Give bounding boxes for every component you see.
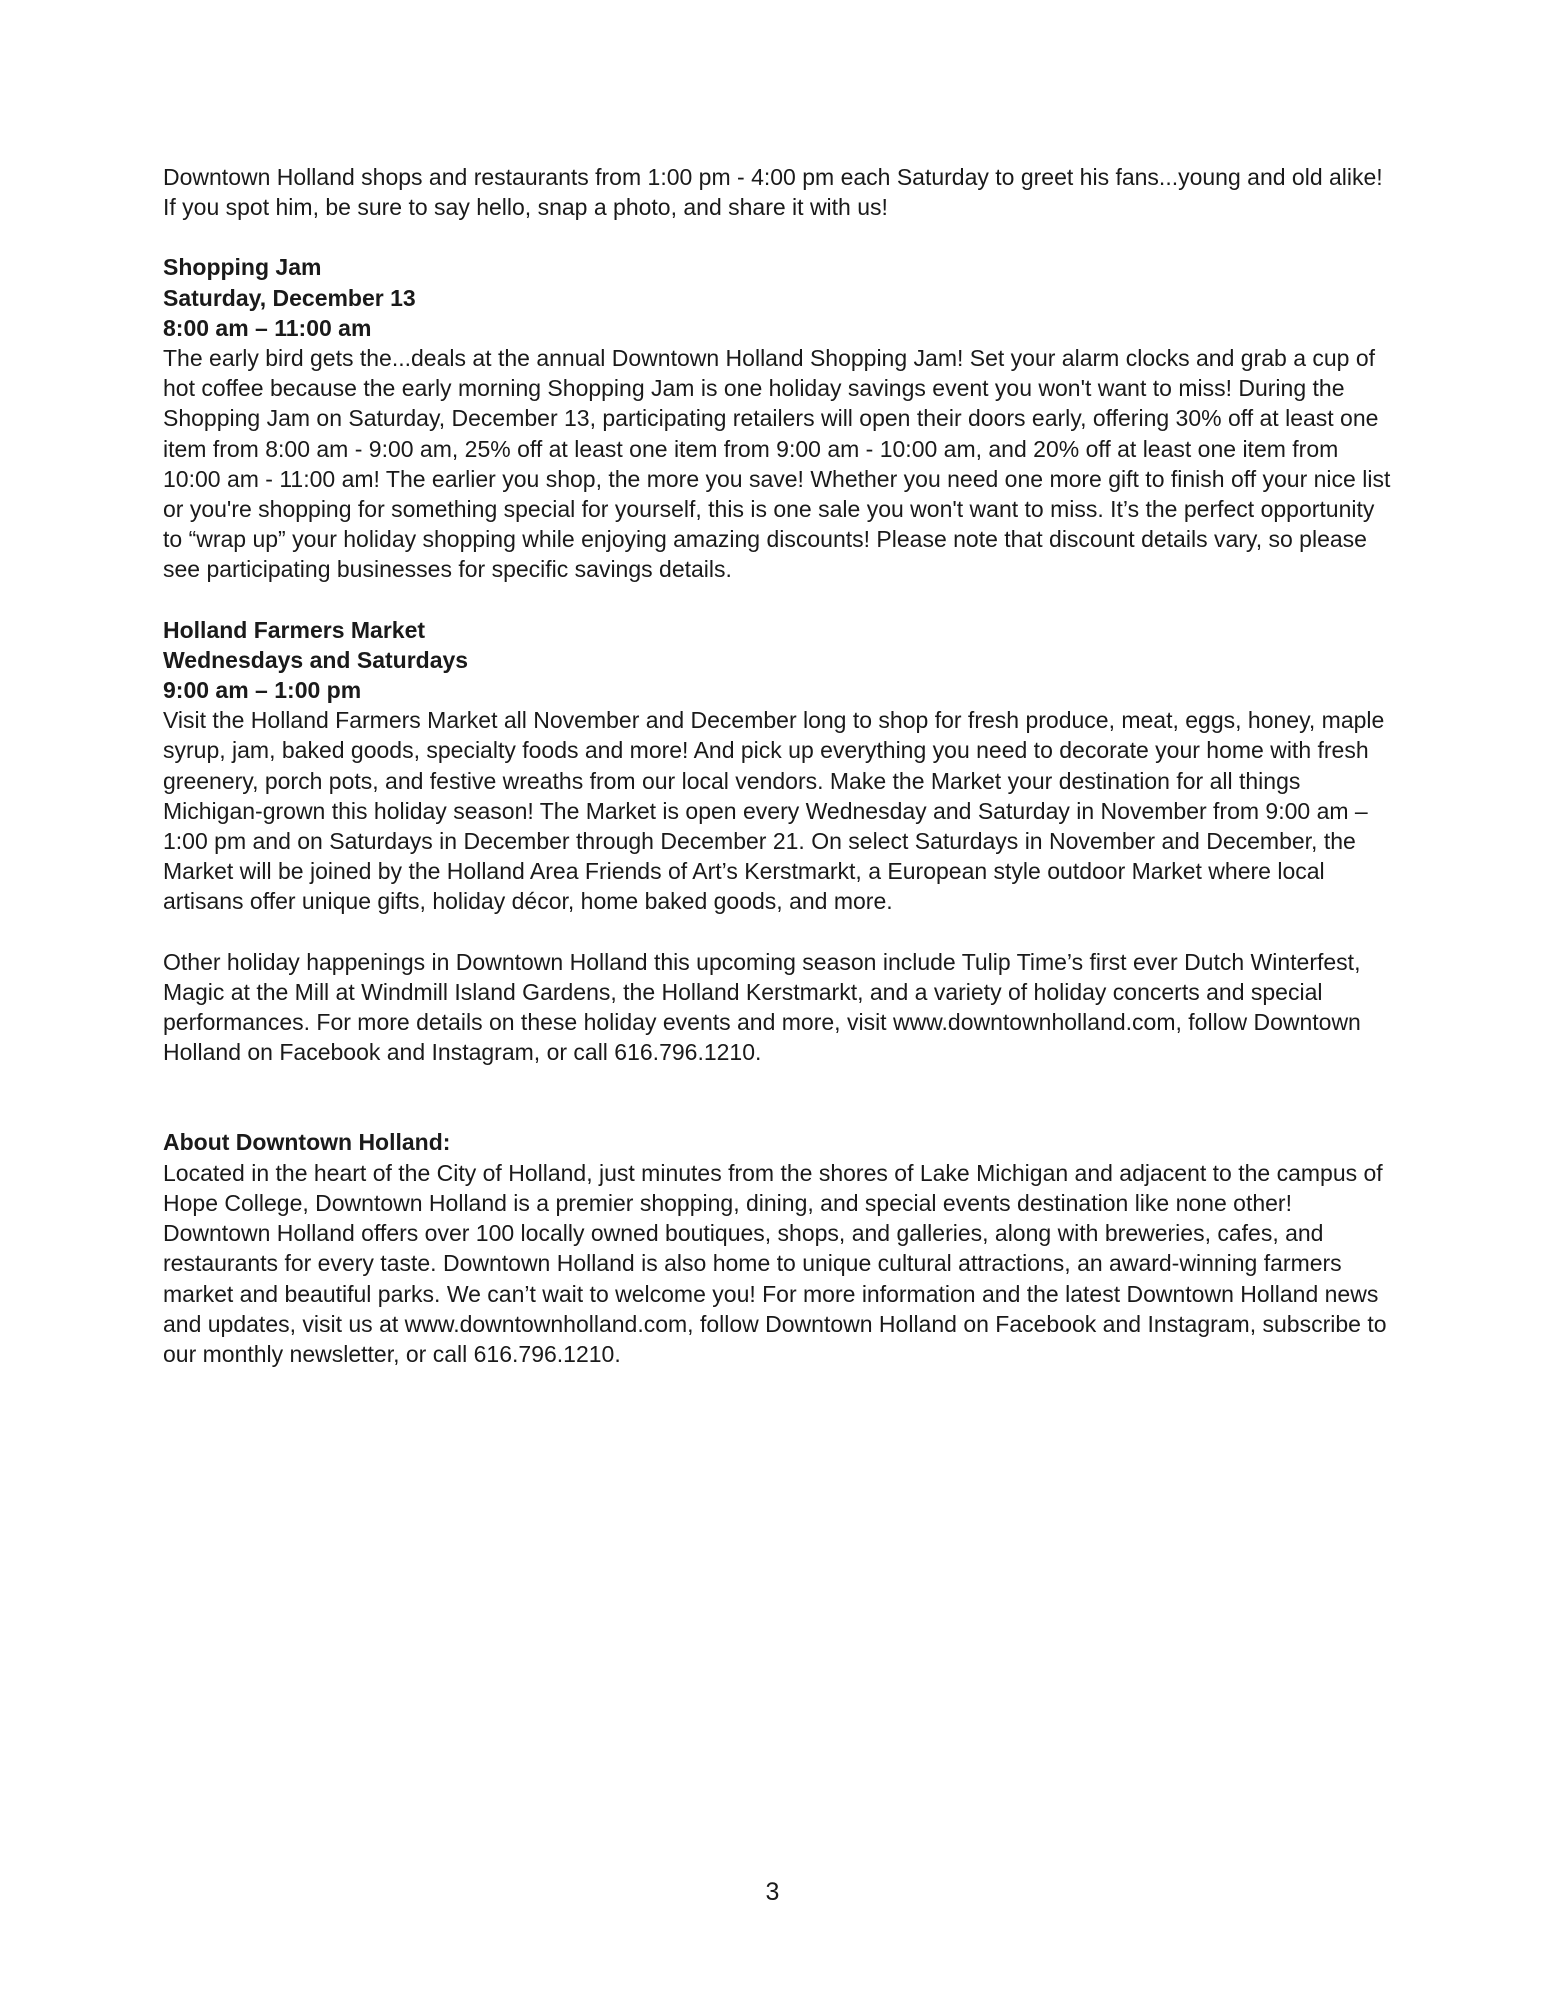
other-happenings-paragraph: Other holiday happenings in Downtown Holland this upcoming season include Tulip Time’s first ever Dutch Winterfest, Magic at the Mill at Windmill Island Gardens, the Holland Kerstmarkt, and a variety of holiday concerts and special performances. For more details on these holiday events and more, visit www.downtownholland.com, follow Downtown Holland on Facebook and Instagram, or call 616.796.1210. bbox=[163, 948, 1361, 1066]
shopping-jam-body: The early bird gets the...deals at the annual Downtown Holland Shopping Jam! Set your alarm clocks and grab a cup of hot coffee because the early morning Shopping Jam is one holiday savings event you won't want to miss! During the Shopping Jam on Saturday, December 13, participating retailers will open their doors early, offering 30% off at least one item from 8:00 am - 9:00 am, 25% off at least one item from 9:00 am - 10:00 am, and 20% off at least one item from 10:00 am - 11:00 am! The earlier you shop, the more you save! Whether you need one more gift to finish off your nice list or you're shopping for something special for yourself, this is one sale you won't want to miss. It’s the perfect opportunity to “wrap up” your holiday shopping while enjoying amazing discounts! Please note that discount details vary, so please see participating businesses for specific savings details. bbox=[163, 345, 1391, 583]
about-section bbox=[163, 1127, 1398, 1369]
about-body: Located in the heart of the City of Holland, just minutes from the shores of Lake Michigan and adjacent to the campus of Hope College, Downtown Holland is a premier shopping, dining, and special events destination like none other! Downtown Holland offers over 100 locally owned boutiques, shops, and galleries, along with breweries, cafes, and restaurants for every taste. Downtown Holland is also home to unique cultural attractions, an award-winning farmers market and beautiful parks. We can’t wait to welcome you! For more information and the latest Downtown Holland news and updates, visit us at www.downtownholland.com, follow Downtown Holland on Facebook and Instagram, subscribe to our monthly newsletter, or call 616.796.1210. bbox=[163, 1159, 1387, 1367]
shopping-jam-title: Shopping Jam bbox=[163, 254, 322, 281]
farmers-market-title: Holland Farmers Market bbox=[163, 616, 426, 643]
farmers-market-days: Wednesdays and Saturdays bbox=[163, 646, 469, 673]
farmers-market-time: 9:00 am – 1:00 pm bbox=[163, 677, 362, 704]
shopping-jam-date: Saturday, December 13 bbox=[163, 284, 416, 311]
about-title: About Downtown Holland: bbox=[163, 1129, 451, 1156]
page-number: 3 bbox=[765, 1878, 780, 1906]
farmers-market-body: Visit the Holland Farmers Market all November and December long to shop for fresh produce, meat, eggs, honey, maple syrup, jam, baked goods, specialty foods and more! And pick up everything you need to decorate your home with fresh greenery, porch pots, and festive wreaths from our local vendors. Make the Market your destination for all things Michigan-grown this holiday season! The Market is open every Wednesday and Saturday in November from 9:00 am – 1:00 pm and on Saturdays in December through December 21. On select Saturdays in November and December, the Market will be joined by the Holland Area Friends of Art’s Kerstmarkt, a European style outdoor Market where local artisans offer unique gifts, holiday décor, home baked goods, and more. bbox=[163, 707, 1385, 915]
shopping-jam-section bbox=[163, 252, 1398, 584]
document-body bbox=[163, 162, 1398, 1369]
shopping-jam-time: 8:00 am – 11:00 am bbox=[163, 314, 372, 341]
intro-paragraph: Downtown Holland shops and restaurants from 1:00 pm - 4:00 pm each Saturday to greet his fans...young and old alike! If you spot him, be sure to say hello, snap a photo, and share it with us! bbox=[163, 164, 1383, 221]
farmers-market-section bbox=[163, 615, 1398, 917]
